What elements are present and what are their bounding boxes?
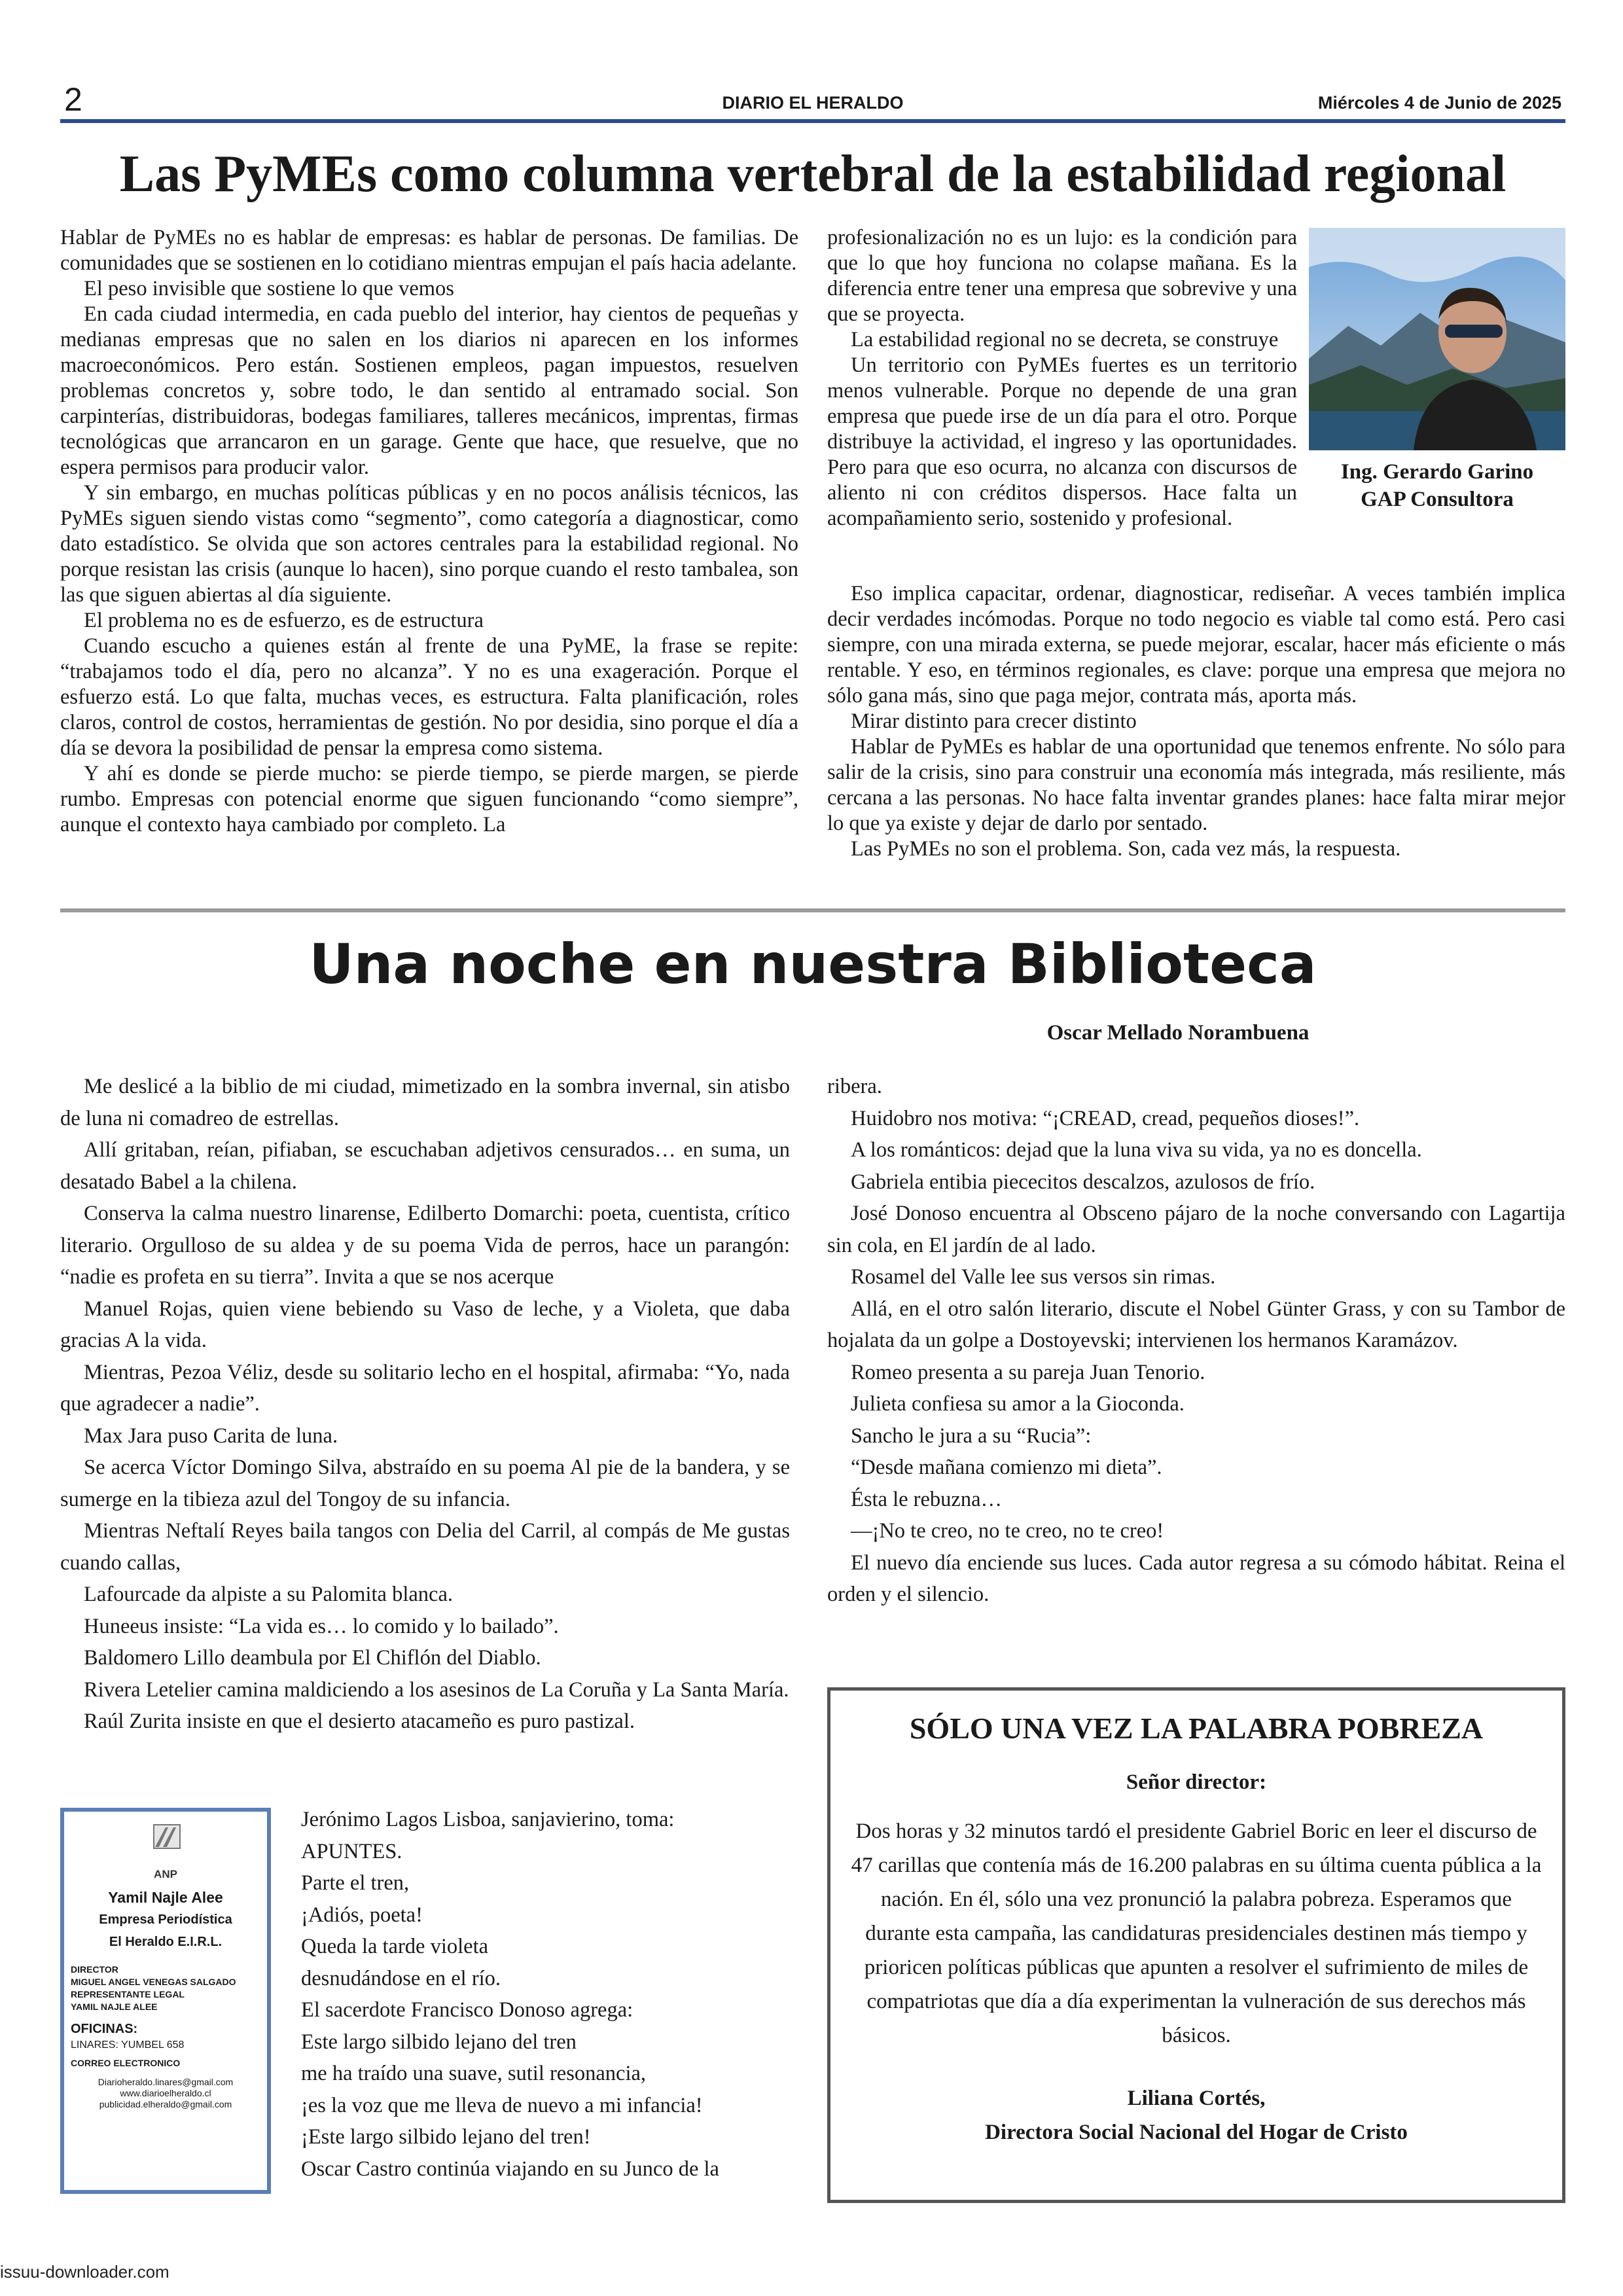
paragraph: A los románticos: dejad que la luna viva su vida, ya no es doncella. (851, 1138, 1422, 1162)
article-biblioteca-column-1 (60, 1071, 790, 1738)
line: El sacerdote Francisco Donoso agrega: (301, 1998, 633, 2022)
rep-name: YAMIL NAJLE ALEE (71, 2001, 158, 2012)
paragraph: Ésta le rebuzna… (851, 1487, 1003, 1511)
paragraph: Sancho le jura a su “Rucia”: (851, 1424, 1092, 1448)
paragraph: Julieta confiesa su amor a la Gioconda. (851, 1392, 1185, 1416)
paragraph: Hablar de PyMEs es hablar de una oportunidad que tenemos enfrente. No sólo para salir de la crisis, sino para construir una economía más integrada, más resiliente, más cercana a las personas. No hace falta inventar grandes planes: hace falta mirar mejor lo que ya existe y dejar de darlo por sentado. (827, 735, 1565, 835)
paragraph: En cada ciudad intermedia, en cada pueblo del interior, hay cientos de pequeñas y medianas empresas que no salen en los diarios ni aparecen en los informes macroeconómicos. Pero están. Sostienen empleos, pagan impuestos, resuelven problemas concretos y, sobre todo, le dan sentido al entramado social. Son carpinterías, distribuidoras, bodegas familiares, talleres mecánicos, imprentas, firmas tecnológicas que arrancaron en un garage. Gente que hace, que resuelve, que no espera permisos para producir valor. (60, 302, 798, 479)
company-line-1: Empresa Periodística (99, 1912, 232, 1927)
issue-date: Miércoles 4 de Junio de 2025 (1317, 93, 1561, 113)
paragraph: Raúl Zurita insiste en que el desierto atacameño es puro pastizal. (84, 1710, 635, 1733)
line: APUNTES. (301, 1839, 402, 1863)
letter-to-editor (827, 1687, 1565, 2203)
rep-label: REPRESENTANTE LEGAL (71, 1989, 185, 2000)
director-name: MIGUEL ANGEL VENEGAS SALGADO (71, 1977, 236, 1987)
letter-body: Dos horas y 32 minutos tardó el presidente Gabriel Boric en leer el discurso de 47 carillas que contenía más de 16.200 palabras en su última cuenta pública a la nación. En él, sólo una vez pronunció la palabra pobreza. Esperamos que durante esta campaña, las candidaturas presidenciales destinen más tiempo y prioricen políticas públicas que apunten a resolver el sufrimiento de miles de compatriotas que día a día experimentan la vulneración de sus derechos más básicos. (851, 1820, 1542, 2047)
paragraph: Me deslicé a la biblio de mi ciudad, mimetizado en la sombra invernal, sin atisbo de luna ni comadreo de estrellas. (60, 1075, 790, 1130)
newspaper-name: DIARIO EL HERALDO (722, 93, 904, 113)
paragraph: Mientras Neftalí Reyes baila tangos con Delia del Carril, al compás de Me gustas cuando callas, (60, 1519, 790, 1575)
paragraph: Huidobro nos motiva: “¡CREAD, cread, pequeños dioses!”. (851, 1106, 1360, 1130)
article-biblioteca-column-2 (827, 1071, 1565, 1611)
article-byline: Oscar Mellado Norambuena (1046, 1021, 1310, 1045)
paragraph: Rosamel del Valle lee sus versos sin rimas. (851, 1265, 1216, 1289)
office-address: LINARES: YUMBEL 658 (71, 2039, 185, 2051)
article-pymes-column-2-top (827, 225, 1297, 531)
line: Jerónimo Lagos Lisboa, sanjavierino, toma: (301, 1808, 675, 1831)
line: me ha traído una suave, sutil resonancia, (301, 2062, 647, 2085)
subheading: Mirar distinto para crecer distinto (851, 709, 1137, 733)
article-biblioteca-poem-lines (301, 1804, 790, 2185)
photo-caption (1309, 458, 1565, 513)
letter-title: SÓLO UNA VEZ LA PALABRA POBREZA (909, 1712, 1484, 1745)
paragraph: Allá, en el otro salón literario, discute el Nobel Günter Grass, y con su Tambor de hojalata da un golpe a Dostoyevski; intervienen los hermanos Karamázov. (827, 1297, 1565, 1352)
author-photo (1309, 228, 1565, 450)
email-address: Diarioheraldo.linares@gmail.com (98, 2077, 234, 2087)
paragraph: Lafourcade da alpiste a su Palomita blanca. (84, 1583, 454, 1606)
letter-signature (846, 2081, 1546, 2149)
company-line-2: El Heraldo E.I.R.L. (109, 1935, 223, 1949)
caption-company: GAP Consultora (1361, 488, 1514, 511)
signer-name: Liliana Cortés, (1127, 2087, 1266, 2110)
email-address: publicidad.elheraldo@gmail.com (99, 2099, 232, 2109)
paragraph: Y sin embargo, en muchas políticas públicas y en no pocos análisis técnicos, las PyMEs siguen siendo vistas como “segmento”, como categoría a diagnosticar, como dato estadístico. Se olvida que son actores centrales para la estabilidad regional. No porque resistan las crisis (aunque lo hacen), sino porque cuando el resto tambalea, son las que siguen abiertas al día siguiente. (60, 481, 798, 607)
paragraph: Conserva la calma nuestro linarense, Edilberto Domarchi: poeta, cuentista, crítico literario. Orgulloso de su aldea y de su poema Vida de perros, hace un parangón: “nadie es profeta en su tierra”. Invita a que se nos acerque (60, 1202, 790, 1289)
paragraph: “Desde mañana comienzo mi dieta”. (851, 1456, 1162, 1479)
paragraph: Eso implica capacitar, ordenar, diagnosticar, rediseñar. A veces también implica decir verdades incómodas. Porque no todo negocio es viable tal como está. Pero casi siempre, con una mirada externa, se puede mejorar, escalar, hacer más eficiente o más rentable. Y eso, en términos regionales, es clave: porque una empresa que mejora no sólo gana más, sino que paga mejor, contrata más, aporta más. (827, 582, 1565, 708)
paragraph: Se acerca Víctor Domingo Silva, abstraído en su poema Al pie de la bandera, y se sumerge en la tibieza azul del Tongoy de su infancia. (60, 1456, 790, 1511)
paragraph: profesionalización no es un lujo: es la condición para que lo que hoy funciona no colapse mañana. Es la diferencia entre tener una empresa que sobrevive y una que se proyecta. (827, 226, 1297, 326)
letter-salutation: Señor director: (1126, 1770, 1267, 1794)
line: Oscar Castro continúa viajando en su Junco de la (301, 2157, 719, 2181)
section-divider (60, 908, 1565, 912)
watermark-text: issuu-downloader.com (0, 2262, 169, 2282)
paragraph: José Donoso encuentra al Obsceno pájaro de la noche conversando con Lagartija sin cola, en El jardín de al lado. (827, 1202, 1565, 1257)
article-pymes-column-1 (60, 225, 798, 838)
paragraph: Mientras, Pezoa Véliz, desde su solitario lecho en el hospital, afirmaba: “Yo, nada que agradecer a nadie”. (60, 1360, 790, 1416)
anp-label: ANP (154, 1868, 177, 1880)
anp-logo-icon (139, 1821, 192, 1867)
paragraph: Y ahí es donde se pierde mucho: se pierde tiempo, se pierde margen, se pierde rumbo. Empresas con potencial enorme que siguen funcionando “como siempre”, aunque el contexto haya cambiado por completo. La (60, 762, 798, 836)
line: ¡es la voz que me lleva de nuevo a mi infancia! (301, 2093, 703, 2117)
caption-name: Ing. Gerardo Garino (1340, 460, 1534, 484)
owner-name: Yamil Najle Alee (108, 1889, 223, 1906)
page-header (60, 81, 1565, 123)
masthead-box (60, 1808, 271, 2194)
paragraph: Cuando escucho a quienes están al frente de una PyME, la frase se repite: “trabajamos todo el día, pero no alcanza”. Y no es una exageración. Porque el esfuerzo está. Lo que falta, muchas veces, es estructura. Falta planificación, roles claros, control de costos, herramientas de gestión. No por desidia, sino porque el día a día se devora la posibilidad de pensar la empresa como sistema. (60, 634, 798, 760)
subheading: El problema no es de esfuerzo, es de estructura (84, 609, 484, 632)
article-pymes-column-2-bottom (827, 581, 1565, 862)
paragraph: —¡No te creo, no te creo, no te creo! (851, 1519, 1164, 1543)
line: ¡Adiós, poeta! (301, 1903, 423, 1927)
contact-emails (71, 2077, 260, 2110)
website: www.diarioelheraldo.cl (120, 2088, 211, 2098)
paragraph: Hablar de PyMEs no es hablar de empresas: es hablar de personas. De familias. De comunidades que se sostienen en lo cotidiano mientras empujan el país hacia adelante. (60, 226, 798, 275)
subheading: La estabilidad regional no se decreta, se construye (851, 328, 1279, 351)
subheading: El peso invisible que sostiene lo que vemos (84, 277, 454, 300)
email-label: CORREO ELECTRONICO (71, 2058, 181, 2068)
paragraph: Baldomero Lillo deambula por El Chiflón del Diablo. (84, 1646, 541, 1670)
paragraph: Rivera Letelier camina maldiciendo a los asesinos de La Coruña y La Santa María. (84, 1677, 789, 1702)
director-label: DIRECTOR (71, 1964, 118, 1975)
line: desnudándose en el río. (301, 1966, 501, 1990)
paragraph: Gabriela entibia piececitos descalzos, azulosos de frío. (851, 1170, 1315, 1194)
paragraph: Max Jara puso Carita de luna. (84, 1424, 338, 1448)
paragraph: Manuel Rojas, quien viene bebiendo su Vaso de leche, y a Violeta, que daba gracias A la vida. (60, 1297, 790, 1352)
paragraph: Huneeus insiste: “La vida es… lo comido y lo bailado”. (84, 1614, 559, 1638)
line: Parte el tren, (301, 1871, 410, 1895)
line: Este largo silbido lejano del tren (301, 2030, 577, 2054)
paragraph: Un territorio con PyMEs fuertes es un territorio menos vulnerable. Porque no depende de una gran empresa que puede irse de un día para el otro. Porque distribuye la actividad, el ingreso y las oportunidades. Pero para que eso ocurra, no alcanza con discursos de aliento ni con créditos dispersos. Hace falta un acompañamiento serio, sostenido y profesional. (827, 353, 1297, 530)
offices-label: OFICINAS: (71, 2022, 138, 2036)
paragraph: Allí gritaban, reían, pifiaban, se escuchaban adjetivos censurados… en suma, un desatado Babel a la chilena. (60, 1138, 790, 1194)
signer-title: Directora Social Nacional del Hogar de Cristo (985, 2121, 1408, 2144)
article-title-biblioteca: Una noche en nuestra Biblioteca (309, 932, 1317, 996)
paragraph: Las PyMEs no son el problema. Son, cada vez más, la respuesta. (851, 837, 1401, 861)
paragraph: Romeo presenta a su pareja Juan Tenorio. (851, 1360, 1205, 1384)
paragraph: ribera. (827, 1075, 882, 1098)
line: Queda la tarde violeta (301, 1935, 489, 1958)
article-title-pymes: Las PyMEs como columna vertebral de la estabilidad regional (119, 145, 1507, 203)
line: ¡Este largo silbido lejano del tren! (301, 2125, 591, 2149)
paragraph: El nuevo día enciende sus luces. Cada autor regresa a su cómodo hábitat. Reina el orden y el silencio. (827, 1551, 1565, 1606)
page-number: 2 (64, 81, 82, 118)
